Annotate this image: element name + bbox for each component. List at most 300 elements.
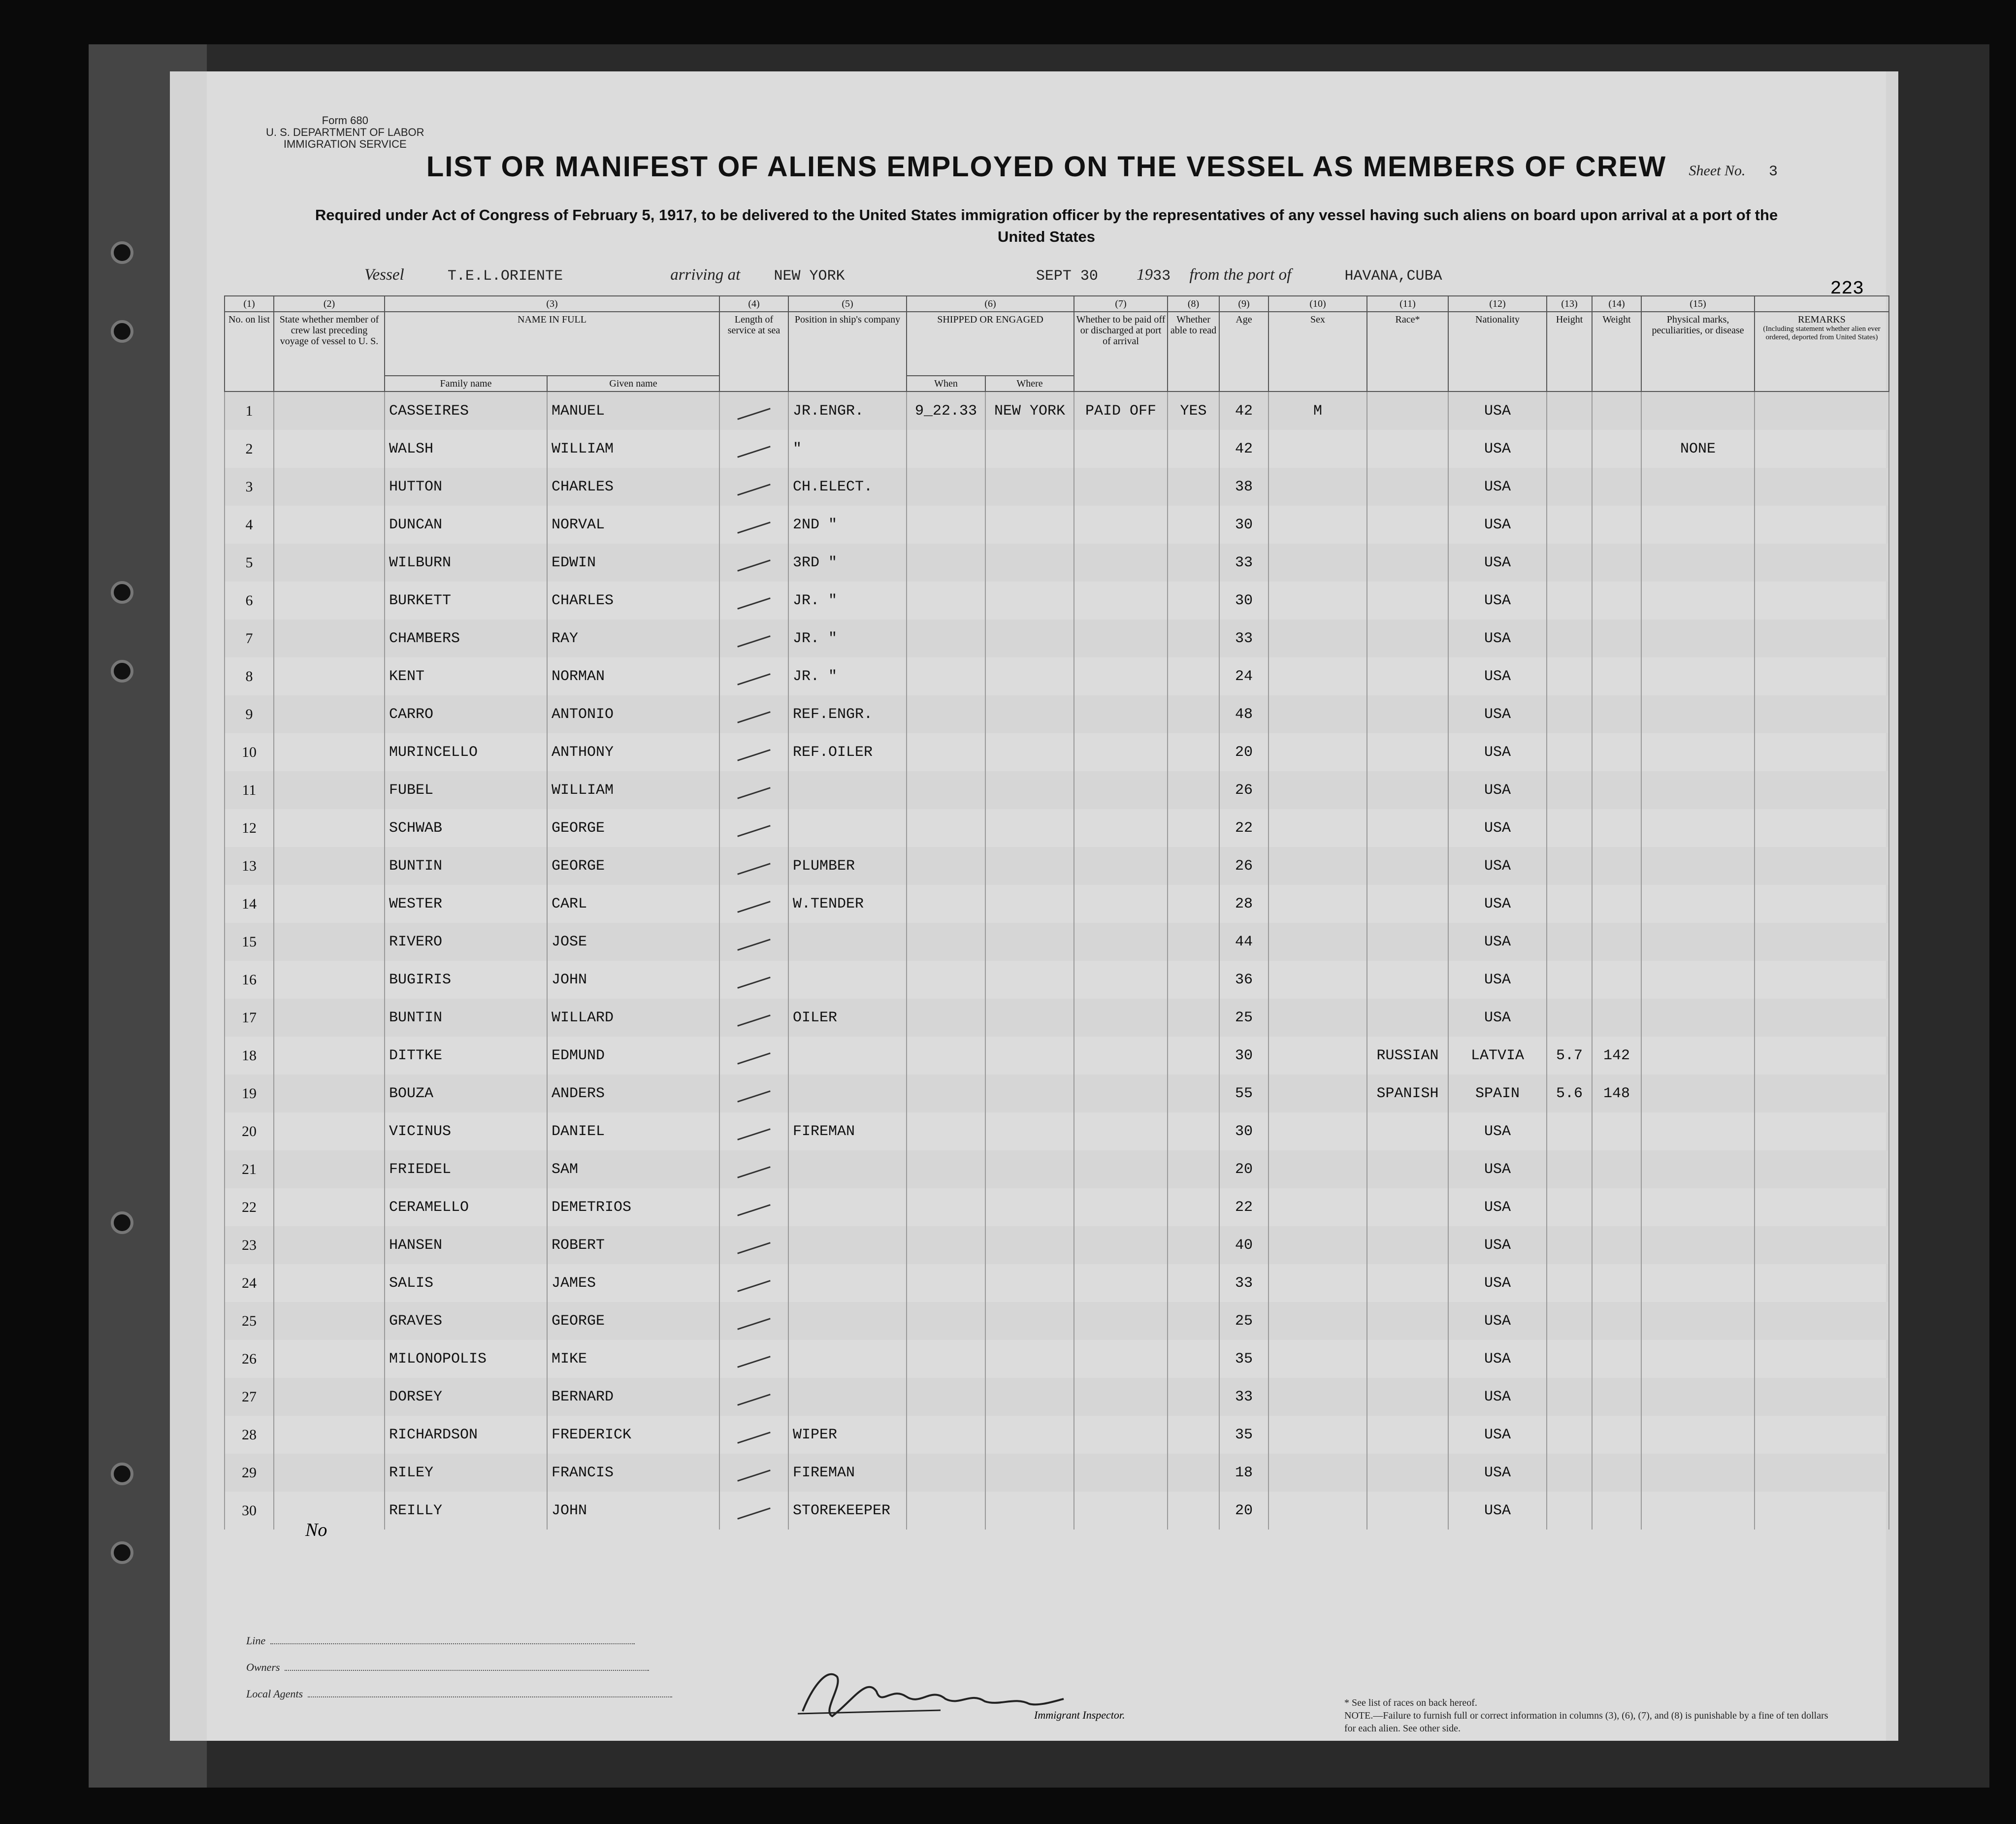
nationality-cell: USA (1448, 809, 1547, 847)
paid-off-cell (1074, 1264, 1168, 1302)
family-name-cell: CARRO (385, 695, 547, 733)
sex-cell (1268, 1378, 1367, 1416)
family-name-cell: WALSH (385, 430, 547, 468)
height-cell (1547, 923, 1592, 961)
check-mark (737, 863, 771, 875)
table-row (225, 657, 1889, 695)
length-of-service-cell (719, 999, 788, 1037)
check-mark (737, 1204, 771, 1216)
nationality-cell: USA (1448, 506, 1547, 544)
col-number: (8) (1168, 296, 1219, 312)
paid-off-cell (1074, 1302, 1168, 1340)
physical-marks-cell (1641, 809, 1755, 847)
weight-cell (1592, 1264, 1641, 1302)
last-voyage-cell-cell (274, 771, 385, 809)
remarks-cell (1755, 1378, 1889, 1416)
shipped-where-cell (985, 430, 1074, 468)
check-mark (737, 1318, 771, 1330)
crew-table (224, 295, 1889, 1530)
weight-cell (1592, 1416, 1641, 1454)
footer-owners-field (285, 1670, 649, 1671)
length-of-service-cell (719, 847, 788, 885)
last-voyage-cell-cell (274, 1150, 385, 1188)
length-of-service-cell (719, 657, 788, 695)
shipped-when-cell (907, 695, 985, 733)
length-of-service-cell (719, 544, 788, 582)
age-cell: 48 (1219, 695, 1268, 733)
col-number: (3) (385, 296, 719, 312)
weight-cell (1592, 809, 1641, 847)
race-cell (1367, 391, 1448, 430)
row-number-cell: 26 (225, 1340, 274, 1378)
able-to-read-cell (1168, 1264, 1219, 1302)
position-cell: JR.ENGR. (788, 391, 907, 430)
handwritten-no: No (305, 1520, 327, 1540)
last-voyage-cell-cell (274, 1264, 385, 1302)
sex-cell (1268, 1416, 1367, 1454)
table-row (225, 695, 1889, 733)
table-row (225, 1454, 1889, 1492)
length-of-service-cell (719, 1302, 788, 1340)
height-cell (1547, 391, 1592, 430)
col-number: (11) (1367, 296, 1448, 312)
family-name-cell: WESTER (385, 885, 547, 923)
physical-marks-cell (1641, 391, 1755, 430)
shipped-where-cell (985, 1416, 1074, 1454)
shipped-where-cell (985, 468, 1074, 506)
paid-off-cell (1074, 809, 1168, 847)
shipped-when-cell (907, 1037, 985, 1075)
check-mark (737, 673, 771, 685)
position-cell (788, 1150, 907, 1188)
race-cell (1367, 1302, 1448, 1340)
age-cell: 36 (1219, 961, 1268, 999)
age-cell: 33 (1219, 619, 1268, 657)
age-cell: 28 (1219, 885, 1268, 923)
given-name-cell: ANTHONY (547, 733, 719, 771)
position-cell (788, 923, 907, 961)
family-name-cell: VICINUS (385, 1112, 547, 1150)
position-cell: STOREKEEPER (788, 1492, 907, 1530)
height-cell (1547, 506, 1592, 544)
able-to-read-cell (1168, 657, 1219, 695)
physical-marks-cell (1641, 1188, 1755, 1226)
position-cell: WIPER (788, 1416, 907, 1454)
sex-cell (1268, 1302, 1367, 1340)
last-voyage-cell-cell (274, 1075, 385, 1112)
age-cell: 30 (1219, 1112, 1268, 1150)
shipped-when-cell (907, 1454, 985, 1492)
length-of-service-cell (719, 1075, 788, 1112)
sheet-number-label: Sheet No. (1689, 163, 1746, 179)
header-position: Position in ship's company (788, 312, 907, 391)
table-row (225, 1492, 1889, 1530)
table-row (225, 1150, 1889, 1188)
check-mark (737, 825, 771, 837)
check-mark (737, 484, 771, 495)
height-cell (1547, 1340, 1592, 1378)
weight-cell (1592, 1454, 1641, 1492)
remarks-cell (1755, 1454, 1889, 1492)
shipped-when-cell (907, 657, 985, 695)
header-row-labels (225, 312, 1889, 376)
length-of-service-cell (719, 1454, 788, 1492)
able-to-read-cell (1168, 430, 1219, 468)
age-cell: 20 (1219, 733, 1268, 771)
last-voyage-cell-cell (274, 1454, 385, 1492)
given-name-cell: DANIEL (547, 1112, 719, 1150)
inspector-label: Immigrant Inspector. (1034, 1709, 1125, 1721)
check-mark (737, 1090, 771, 1102)
check-mark (737, 521, 771, 533)
row-number-cell: 22 (225, 1188, 274, 1226)
sex-cell (1268, 999, 1367, 1037)
family-name-cell: SALIS (385, 1264, 547, 1302)
last-voyage-cell-cell (274, 506, 385, 544)
nationality-cell: USA (1448, 1112, 1547, 1150)
weight-cell (1592, 923, 1641, 961)
paid-off-cell (1074, 1188, 1168, 1226)
row-number-cell: 25 (225, 1302, 274, 1340)
physical-marks-cell (1641, 1302, 1755, 1340)
length-of-service-cell (719, 1150, 788, 1188)
position-cell: FIREMAN (788, 1454, 907, 1492)
table-row (225, 999, 1889, 1037)
check-mark (737, 1469, 771, 1481)
physical-marks-cell (1641, 695, 1755, 733)
table-row (225, 733, 1889, 771)
weight-cell (1592, 1378, 1641, 1416)
given-name-cell: ANDERS (547, 1075, 719, 1112)
remarks-subtitle: (Including statement whether alien ever ordered, deported from United States) (1763, 325, 1881, 341)
shipped-when-cell (907, 1264, 985, 1302)
sex-cell (1268, 1226, 1367, 1264)
sex-cell (1268, 961, 1367, 999)
physical-marks-cell (1641, 923, 1755, 961)
nationality-cell: USA (1448, 1264, 1547, 1302)
table-row (225, 961, 1889, 999)
age-cell: 40 (1219, 1226, 1268, 1264)
check-mark (737, 1242, 771, 1254)
check-mark (737, 597, 771, 609)
race-cell (1367, 733, 1448, 771)
remarks-cell (1755, 544, 1889, 582)
footer-agents-field (308, 1696, 672, 1697)
row-number-cell: 18 (225, 1037, 274, 1075)
check-mark (737, 1394, 771, 1405)
row-number-cell: 13 (225, 847, 274, 885)
row-number-cell: 11 (225, 771, 274, 809)
age-cell: 42 (1219, 430, 1268, 468)
check-mark (737, 1014, 771, 1026)
remarks-cell (1755, 1150, 1889, 1188)
able-to-read-cell (1168, 1340, 1219, 1378)
family-name-cell: DORSEY (385, 1378, 547, 1416)
arriving-port: NEW YORK (774, 268, 845, 285)
row-number-cell: 21 (225, 1150, 274, 1188)
position-cell: JR. " (788, 582, 907, 619)
page-number: 223 (1830, 278, 1864, 299)
binder-hole (111, 1541, 133, 1564)
height-cell (1547, 695, 1592, 733)
last-voyage-cell-cell (274, 1112, 385, 1150)
remarks-cell (1755, 1416, 1889, 1454)
position-cell: JR. " (788, 657, 907, 695)
physical-marks-cell (1641, 544, 1755, 582)
last-voyage-cell-cell (274, 809, 385, 847)
shipped-when-cell (907, 961, 985, 999)
shipped-when-cell (907, 771, 985, 809)
paid-off-cell (1074, 582, 1168, 619)
last-voyage-cell-cell (274, 695, 385, 733)
nationality-cell: USA (1448, 657, 1547, 695)
family-name-cell: RIVERO (385, 923, 547, 961)
weight-cell (1592, 847, 1641, 885)
weight-cell (1592, 391, 1641, 430)
sex-cell: M (1268, 391, 1367, 430)
weight-cell (1592, 582, 1641, 619)
sex-cell (1268, 695, 1367, 733)
last-voyage-cell-cell (274, 1492, 385, 1530)
paid-off-cell (1074, 695, 1168, 733)
sex-cell (1268, 923, 1367, 961)
remarks-cell (1755, 1340, 1889, 1378)
age-cell: 22 (1219, 809, 1268, 847)
physical-marks-cell (1641, 733, 1755, 771)
position-cell: CH.ELECT. (788, 468, 907, 506)
length-of-service-cell (719, 619, 788, 657)
position-cell (788, 1226, 907, 1264)
table-row (225, 809, 1889, 847)
from-port-label: from the port of (1189, 266, 1292, 284)
family-name-cell: WILBURN (385, 544, 547, 582)
length-of-service-cell (719, 506, 788, 544)
remarks-cell (1755, 430, 1889, 468)
shipped-when-cell (907, 885, 985, 923)
nationality-cell: USA (1448, 430, 1547, 468)
physical-marks-cell (1641, 847, 1755, 885)
given-name-cell: MIKE (547, 1340, 719, 1378)
paid-off-cell (1074, 885, 1168, 923)
shipped-where-cell (985, 619, 1074, 657)
nationality-cell: USA (1448, 1416, 1547, 1454)
position-cell (788, 1264, 907, 1302)
remarks-cell (1755, 1188, 1889, 1226)
col-number: (6) (907, 296, 1074, 312)
row-number-cell: 1 (225, 391, 274, 430)
weight-cell (1592, 619, 1641, 657)
race-cell (1367, 1492, 1448, 1530)
service-name: IMMIGRATION SERVICE (283, 138, 407, 150)
age-cell: 35 (1219, 1416, 1268, 1454)
length-of-service-cell (719, 430, 788, 468)
table-row (225, 619, 1889, 657)
row-number-cell: 16 (225, 961, 274, 999)
able-to-read-cell (1168, 582, 1219, 619)
physical-marks-cell (1641, 1112, 1755, 1150)
remarks-cell (1755, 391, 1889, 430)
age-cell: 33 (1219, 1264, 1268, 1302)
nationality-cell: USA (1448, 923, 1547, 961)
shipped-when-cell (907, 430, 985, 468)
height-cell (1547, 809, 1592, 847)
paid-off-cell (1074, 1075, 1168, 1112)
shipped-where-cell (985, 1492, 1074, 1530)
height-cell (1547, 582, 1592, 619)
shipped-where-cell (985, 506, 1074, 544)
col-number: (7) (1074, 296, 1168, 312)
row-number-cell: 2 (225, 430, 274, 468)
form-number: Form 680 (322, 114, 368, 127)
weight-cell (1592, 430, 1641, 468)
paid-off-cell (1074, 544, 1168, 582)
sex-cell (1268, 506, 1367, 544)
race-cell (1367, 809, 1448, 847)
header-physical-marks: Physical marks, peculiarities, or disease (1641, 312, 1755, 391)
last-voyage-cell-cell (274, 1302, 385, 1340)
row-number-cell: 17 (225, 999, 274, 1037)
paid-off-cell (1074, 430, 1168, 468)
year-prefix: 19 (1137, 266, 1153, 284)
position-cell: " (788, 430, 907, 468)
height-cell (1547, 999, 1592, 1037)
weight-cell (1592, 544, 1641, 582)
table-row (225, 1340, 1889, 1378)
length-of-service-cell (719, 771, 788, 809)
row-number-cell: 27 (225, 1378, 274, 1416)
nationality-cell: USA (1448, 1378, 1547, 1416)
able-to-read-cell (1168, 1075, 1219, 1112)
position-cell: REF.ENGR. (788, 695, 907, 733)
remarks-cell (1755, 506, 1889, 544)
binder-hole (111, 1211, 133, 1234)
family-name-cell: REILLY (385, 1492, 547, 1530)
physical-marks-cell (1641, 885, 1755, 923)
position-cell (788, 1302, 907, 1340)
last-voyage-cell-cell (274, 391, 385, 430)
sex-cell (1268, 544, 1367, 582)
height-cell: 5.7 (1547, 1037, 1592, 1075)
length-of-service-cell (719, 961, 788, 999)
length-of-service-cell (719, 1264, 788, 1302)
check-mark (737, 408, 771, 420)
paid-off-cell (1074, 1112, 1168, 1150)
row-number-cell: 7 (225, 619, 274, 657)
family-name-cell: RICHARDSON (385, 1416, 547, 1454)
height-cell (1547, 1226, 1592, 1264)
given-name-cell: NORMAN (547, 657, 719, 695)
given-name-cell: WILLARD (547, 999, 719, 1037)
row-number-cell: 30 (225, 1492, 274, 1530)
length-of-service-cell (719, 1112, 788, 1150)
given-name-cell: SAM (547, 1150, 719, 1188)
weight-cell (1592, 1302, 1641, 1340)
family-name-cell: BOUZA (385, 1075, 547, 1112)
nationality-cell: USA (1448, 695, 1547, 733)
nationality-cell: USA (1448, 1492, 1547, 1530)
sex-cell (1268, 468, 1367, 506)
sex-cell (1268, 1112, 1367, 1150)
check-mark (737, 559, 771, 571)
row-number-cell: 28 (225, 1416, 274, 1454)
family-name-cell: MURINCELLO (385, 733, 547, 771)
last-voyage-cell-cell (274, 544, 385, 582)
shipped-where-cell (985, 923, 1074, 961)
header-shipped-engaged: SHIPPED OR ENGAGED (907, 312, 1074, 376)
given-name-cell: WILLIAM (547, 771, 719, 809)
nationality-cell: SPAIN (1448, 1075, 1547, 1112)
shipped-when-cell (907, 468, 985, 506)
footer-agents-label: Local Agents (246, 1688, 303, 1700)
length-of-service-cell (719, 391, 788, 430)
row-number-cell: 8 (225, 657, 274, 695)
height-cell (1547, 771, 1592, 809)
sheet-number-value: 3 (1768, 163, 1778, 180)
nationality-cell: USA (1448, 1340, 1547, 1378)
shipped-when-cell (907, 847, 985, 885)
physical-marks-cell (1641, 657, 1755, 695)
given-name-cell: GEORGE (547, 1302, 719, 1340)
position-cell (788, 1075, 907, 1112)
last-voyage-cell-cell (274, 1340, 385, 1378)
physical-marks-cell (1641, 1264, 1755, 1302)
family-name-cell: RILEY (385, 1454, 547, 1492)
check-mark (737, 711, 771, 723)
able-to-read-cell (1168, 544, 1219, 582)
length-of-service-cell (719, 885, 788, 923)
weight-cell (1592, 1188, 1641, 1226)
given-name-cell: MANUEL (547, 391, 719, 430)
check-mark (737, 1280, 771, 1292)
shipped-where-cell (985, 657, 1074, 695)
shipped-where-cell (985, 809, 1074, 847)
paid-off-cell (1074, 923, 1168, 961)
position-cell: PLUMBER (788, 847, 907, 885)
height-cell (1547, 1416, 1592, 1454)
age-cell: 20 (1219, 1492, 1268, 1530)
height-cell: 5.6 (1547, 1075, 1592, 1112)
shipped-when-cell (907, 619, 985, 657)
header-name-in-full: NAME IN FULL (385, 312, 719, 376)
physical-marks-cell (1641, 999, 1755, 1037)
shipped-when-cell (907, 999, 985, 1037)
race-cell (1367, 1264, 1448, 1302)
nationality-cell: LATVIA (1448, 1037, 1547, 1075)
nationality-cell: USA (1448, 771, 1547, 809)
footnote-penalty: NOTE.—Failure to furnish full or correct information in columns (3), (6), (7), and (8) is punishable by a fine of ten dollars for each alien. See other side. (1344, 1710, 1828, 1734)
race-cell (1367, 923, 1448, 961)
header-given-name: Given name (547, 376, 719, 391)
race-cell (1367, 544, 1448, 582)
sex-cell (1268, 1037, 1367, 1075)
row-number-cell: 3 (225, 468, 274, 506)
height-cell (1547, 1150, 1592, 1188)
height-cell (1547, 544, 1592, 582)
binder-hole (111, 660, 133, 683)
position-cell: OILER (788, 999, 907, 1037)
row-number-cell: 29 (225, 1454, 274, 1492)
physical-marks-cell (1641, 1037, 1755, 1075)
shipped-where-cell (985, 1037, 1074, 1075)
age-cell: 44 (1219, 923, 1268, 961)
shipped-where-cell: NEW YORK (985, 391, 1074, 430)
length-of-service-cell (719, 1188, 788, 1226)
family-name-cell: HANSEN (385, 1226, 547, 1264)
remarks-cell (1755, 1302, 1889, 1340)
physical-marks-cell (1641, 1075, 1755, 1112)
paid-off-cell (1074, 1378, 1168, 1416)
race-cell (1367, 771, 1448, 809)
